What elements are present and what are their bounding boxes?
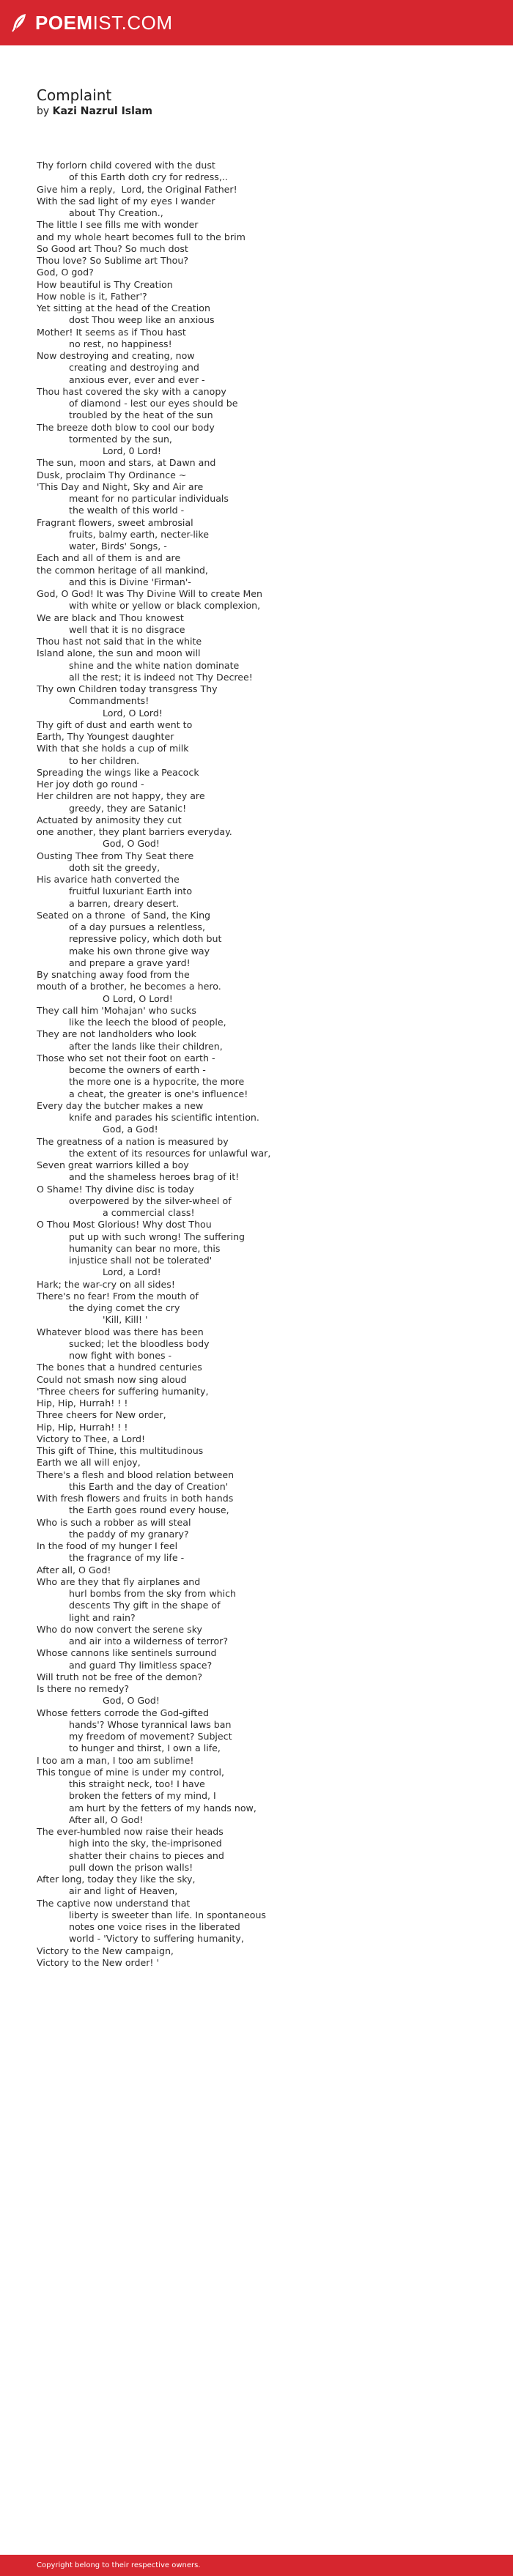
poem-line: Three cheers for New order, — [37, 1409, 166, 1421]
poem-line: this straight neck, too! I have — [69, 1778, 205, 1789]
poem-line: and the shameless heroes brag of it! — [69, 1171, 240, 1183]
poem-line: The little I see fills me with wonder — [37, 219, 199, 231]
poem-line: God, O God! — [103, 1695, 160, 1707]
poem-line: The greatness of a nation is measured by — [37, 1135, 229, 1147]
poem-line: and this is Divine 'Firman'- — [69, 576, 191, 587]
poem-line: With the sad light of my eyes I wander — [37, 195, 215, 207]
poem-line: pull down the prison walls! — [69, 1861, 193, 1873]
poem-line: Hip, Hip, Hurrah! ! ! — [37, 1421, 128, 1433]
poem-article — [37, 86, 484, 1969]
poem-line: high into the sky, the-imprisoned — [69, 1838, 222, 1849]
poem-line: the dying comet the cry — [69, 1302, 180, 1313]
poem-line: Thy own Children today transgress Thy — [37, 683, 218, 694]
poem-line: Whatever blood was there has been — [37, 1326, 204, 1337]
poem-line: How noble is it, Father'? — [37, 290, 147, 302]
poem-line: humanity can bear no more, this — [69, 1242, 221, 1254]
poem-line: the Earth goes round every house, — [69, 1504, 229, 1516]
poem-line: liberty is sweeter than life. In spontaneous — [69, 1909, 266, 1920]
poem-line: Hark; the war-cry on all sides! — [37, 1278, 175, 1290]
poem-line: Earth, Thy Youngest daughter — [37, 731, 174, 742]
poem-line: Actuated by animosity they cut — [37, 814, 182, 825]
poem-line: overpowered by the silver-wheel of — [69, 1195, 232, 1206]
poem-line: troubled by the heat of the sun — [69, 409, 213, 421]
poem-line: Commandments! — [69, 695, 150, 707]
poem-line: fruitful luxuriant Earth into — [69, 886, 193, 897]
poem-line: They are not landholders who look — [37, 1028, 196, 1040]
poem-line: world - 'Victory to suffering humanity, — [69, 1933, 244, 1945]
poem-line: Thy gift of dust and earth went to — [37, 719, 193, 730]
poem-line: with white or yellow or black complexion, — [69, 600, 261, 612]
poem-line: God, a God! — [103, 1124, 158, 1135]
poem-line: and guard Thy limitless space? — [69, 1659, 213, 1671]
poem-line: no rest, no happiness! — [69, 338, 172, 349]
poem-line: a commercial class! — [103, 1207, 195, 1218]
poem-body — [37, 160, 484, 1969]
poem-line: Mother! It seems as if Thou hast — [37, 326, 186, 338]
poem-line: Victory to the New order! ' — [37, 1956, 159, 1968]
poem-line: They call him 'Mohajan' who sucks — [37, 1004, 196, 1016]
poem-line: meant for no particular individuals — [69, 493, 229, 504]
poem-line: Earth we all will enjoy, — [37, 1457, 141, 1469]
poem-line: Could not smash now sing aloud — [37, 1373, 187, 1385]
poem-line: O Thou Most Glorious! Why dost Thou — [37, 1219, 212, 1231]
poem-line: There's no fear! From the mouth of — [37, 1290, 199, 1302]
poem-line: tormented by the sun, — [69, 433, 172, 445]
poem-line: There's a flesh and blood relation between — [37, 1469, 235, 1480]
poem-line: His avarice hath converted the — [37, 874, 180, 885]
poem-line: become the owners of earth - — [69, 1064, 206, 1075]
poem-line: sucked; let the bloodless body — [69, 1337, 210, 1349]
poem-line: water, Birds' Songs, - — [69, 541, 167, 552]
poem-line: Dusk, proclaim Thy Ordinance ~ — [37, 469, 187, 480]
poem-line: shine and the white nation dominate — [69, 659, 240, 671]
poem-line: broken the fetters of my mind, I — [69, 1790, 216, 1802]
poem-line: Thou love? So Sublime art Thou? — [37, 255, 189, 266]
poem-line: 'Three cheers for suffering humanity, — [37, 1385, 209, 1397]
poem-line: After long, today they like the sky, — [37, 1874, 196, 1885]
poem-line: I too am a man, I too am sublime! — [37, 1754, 194, 1766]
poem-line: notes one voice rises in the liberated — [69, 1921, 240, 1932]
poem-line: about Thy Creation., — [69, 207, 163, 218]
poem-line: The ever-humbled now raise their heads — [37, 1826, 224, 1837]
poem-line: a cheat, the greater is one's influence! — [69, 1088, 248, 1099]
poem-line: Island alone, the sun and moon will — [37, 647, 201, 659]
poem-line: the wealth of this world - — [69, 505, 185, 516]
poem-line: How beautiful is Thy Creation — [37, 278, 173, 290]
brand-name-strong: POEM — [35, 11, 93, 34]
poem-line: am hurt by the fetters of my hands now, — [69, 1802, 256, 1814]
poem-line: dost Thou weep like an anxious — [69, 314, 215, 326]
poem-line: Thou hast covered the sky with a canopy — [37, 385, 226, 397]
poem-line: Who do now convert the serene sky — [37, 1623, 202, 1635]
poem-line: Yet sitting at the head of the Creation — [37, 302, 210, 313]
poem-line: Each and all of them is and are — [37, 552, 181, 564]
poem-line: hands'? Whose tyrannical laws ban — [69, 1718, 232, 1730]
poem-line: to her children. — [69, 754, 140, 766]
poem-line: God, O god? — [37, 267, 94, 278]
poem-line: Victory to the New campaign, — [37, 1945, 174, 1956]
poem-line: Lord, 0 Lord! — [103, 445, 161, 456]
poem-line: In the food of my hunger I feel — [37, 1540, 178, 1551]
poem-line: Thou hast not said that in the white — [37, 636, 202, 647]
poem-line: This tongue of mine is under my control, — [37, 1766, 225, 1778]
poem-line: Lord, a Lord! — [103, 1266, 161, 1278]
poem-line: hurl bombs from the sky from which — [69, 1588, 237, 1599]
poem-line: Who are they that fly airplanes and — [37, 1575, 201, 1587]
poem-line: creating and destroying and — [69, 362, 199, 374]
poem-line: After all, O God! — [37, 1564, 111, 1575]
by-label: by — [37, 105, 50, 117]
site-logo[interactable] — [9, 12, 173, 34]
poem-title: Complaint — [37, 86, 112, 104]
poem-line: This gift of Thine, this multitudinous — [37, 1445, 204, 1456]
poem-line: to hunger and thirst, I own a life, — [69, 1742, 221, 1754]
brand-name-light: IST.COM — [92, 11, 173, 34]
poem-line: repressive policy, which doth but — [69, 933, 222, 945]
poem-line: Ousting Thee from Thy Seat there — [37, 850, 194, 861]
poem-line: After all, O God! — [69, 1814, 144, 1825]
byline — [37, 105, 484, 117]
poem-line: greedy, they are Satanic! — [69, 802, 187, 814]
poem-line: O Shame! Thy divine disc is today — [37, 1183, 194, 1195]
poem-line: The breeze doth blow to cool our body — [37, 421, 215, 433]
poem-line: Who is such a robber as will steal — [37, 1516, 191, 1528]
poem-line: of diamond - lest our eyes should be — [69, 398, 238, 409]
poem-line: God, O God! It was Thy Divine Will to create Men — [37, 588, 263, 599]
poem-line: With that she holds a cup of milk — [37, 743, 189, 754]
poem-line: doth sit the greedy, — [69, 861, 160, 873]
poem-line: 'Kill, Kill! ' — [103, 1314, 148, 1326]
poem-line: By snatching away food from the — [37, 969, 190, 980]
poem-line: God, O God! — [103, 838, 160, 850]
poem-line: this Earth and the day of Creation' — [69, 1480, 229, 1492]
poem-line: Her children are not happy, they are — [37, 790, 205, 802]
poem-line: air and light of Heaven, — [69, 1885, 178, 1897]
poem-line: Whose fetters corrode the God-gifted — [37, 1707, 209, 1718]
poem-line: one another, they plant barriers everyday. — [37, 826, 232, 837]
poem-line: like the leech the blood of people, — [69, 1017, 226, 1028]
poem-line: descents Thy gift in the shape of — [69, 1600, 221, 1611]
poem-line: the paddy of my granary? — [69, 1528, 189, 1540]
poem-line: make his own throne give way — [69, 945, 210, 957]
quill-pen-icon — [9, 12, 29, 33]
poem-line: shatter their chains to pieces and — [69, 1849, 224, 1861]
poem-line: Her joy doth go round - — [37, 779, 144, 790]
poem-line: now fight with bones - — [69, 1350, 172, 1361]
poem-line: With fresh flowers and fruits in both hands — [37, 1493, 234, 1504]
poem-line: put up with such wrong! The suffering — [69, 1231, 246, 1242]
poem-line: The bones that a hundred centuries — [37, 1362, 202, 1373]
poem-line: Every day the butcher makes a new — [37, 1099, 204, 1111]
poem-line: Fragrant flowers, sweet ambrosial — [37, 516, 193, 528]
poem-line: all the rest; it is indeed not Thy Decree! — [69, 671, 253, 683]
poem-line: Hip, Hip, Hurrah! ! ! — [37, 1398, 128, 1408]
author-link[interactable]: Kazi Nazrul Islam — [52, 105, 152, 117]
poem-line: So Good art Thou? So much dost — [37, 242, 188, 254]
poem-line: of this Earth doth cry for redress,.. — [69, 171, 228, 183]
poem-line: The sun, moon and stars, at Dawn and — [37, 457, 216, 469]
poem-line: the common heritage of all mankind, — [37, 564, 208, 576]
poem-line: the more one is a hypocrite, the more — [69, 1076, 245, 1088]
poem-line: Thy forlorn child covered with the dust — [37, 160, 215, 171]
poem-line: Victory to Thee, a Lord! — [37, 1433, 146, 1444]
poem-line: well that it is no disgrace — [69, 623, 185, 635]
poem-line: and my whole heart becomes full to the brim — [37, 231, 246, 242]
poem-line: mouth of a brother, he becomes a hero. — [37, 981, 221, 992]
poem-line: Seven great warriors killed a boy — [37, 1159, 189, 1170]
poem-line: the extent of its resources for unlawful war, — [69, 1147, 271, 1159]
poem-line: and prepare a grave yard! — [69, 957, 191, 968]
poem-line: We are black and Thou knowest — [37, 612, 184, 623]
copyright-notice: Copyright belong to their respective owners. — [37, 2561, 201, 2569]
poem-line: injustice shall not be tolerated' — [69, 1255, 213, 1266]
site-footer — [0, 2555, 513, 2576]
poem-line: a barren, dreary desert. — [69, 897, 180, 909]
poem-line: after the lands like their children, — [69, 1040, 223, 1052]
poem-line: Is there no remedy? — [37, 1683, 130, 1694]
poem-line: Those who set not their foot on earth - — [37, 1052, 215, 1064]
site-header — [0, 0, 513, 45]
poem-line: The captive now understand that — [37, 1897, 191, 1909]
poem-line: and air into a wilderness of terror? — [69, 1636, 229, 1647]
poem-line: Lord, O Lord! — [103, 707, 163, 719]
poem-line: 'This Day and Night, Sky and Air are — [37, 480, 204, 492]
poem-line: knife and parades his scientific intention. — [69, 1112, 259, 1123]
poem-line: light and rain? — [69, 1611, 136, 1623]
poem-line: of a day pursues a relentless, — [69, 921, 205, 932]
poem-line: Seated on a throne of Sand, the King — [37, 909, 211, 921]
poem-line: fruits, balmy earth, necter-like — [69, 528, 209, 540]
poem-line: Spreading the wings like a Peacock — [37, 766, 199, 778]
poem-line: anxious ever, ever and ever - — [69, 374, 205, 385]
poem-line: Give him a reply, Lord, the Original Father! — [37, 183, 237, 195]
poem-line: O Lord, O Lord! — [103, 992, 173, 1004]
poem-line: my freedom of movement? Subject — [69, 1731, 232, 1742]
poem-line: Whose cannons like sentinels surround — [37, 1647, 217, 1659]
poem-line: the fragrance of my life - — [69, 1552, 185, 1564]
poem-line: Now destroying and creating, now — [37, 350, 195, 361]
poem-line: Will truth not be free of the demon? — [37, 1671, 203, 1682]
